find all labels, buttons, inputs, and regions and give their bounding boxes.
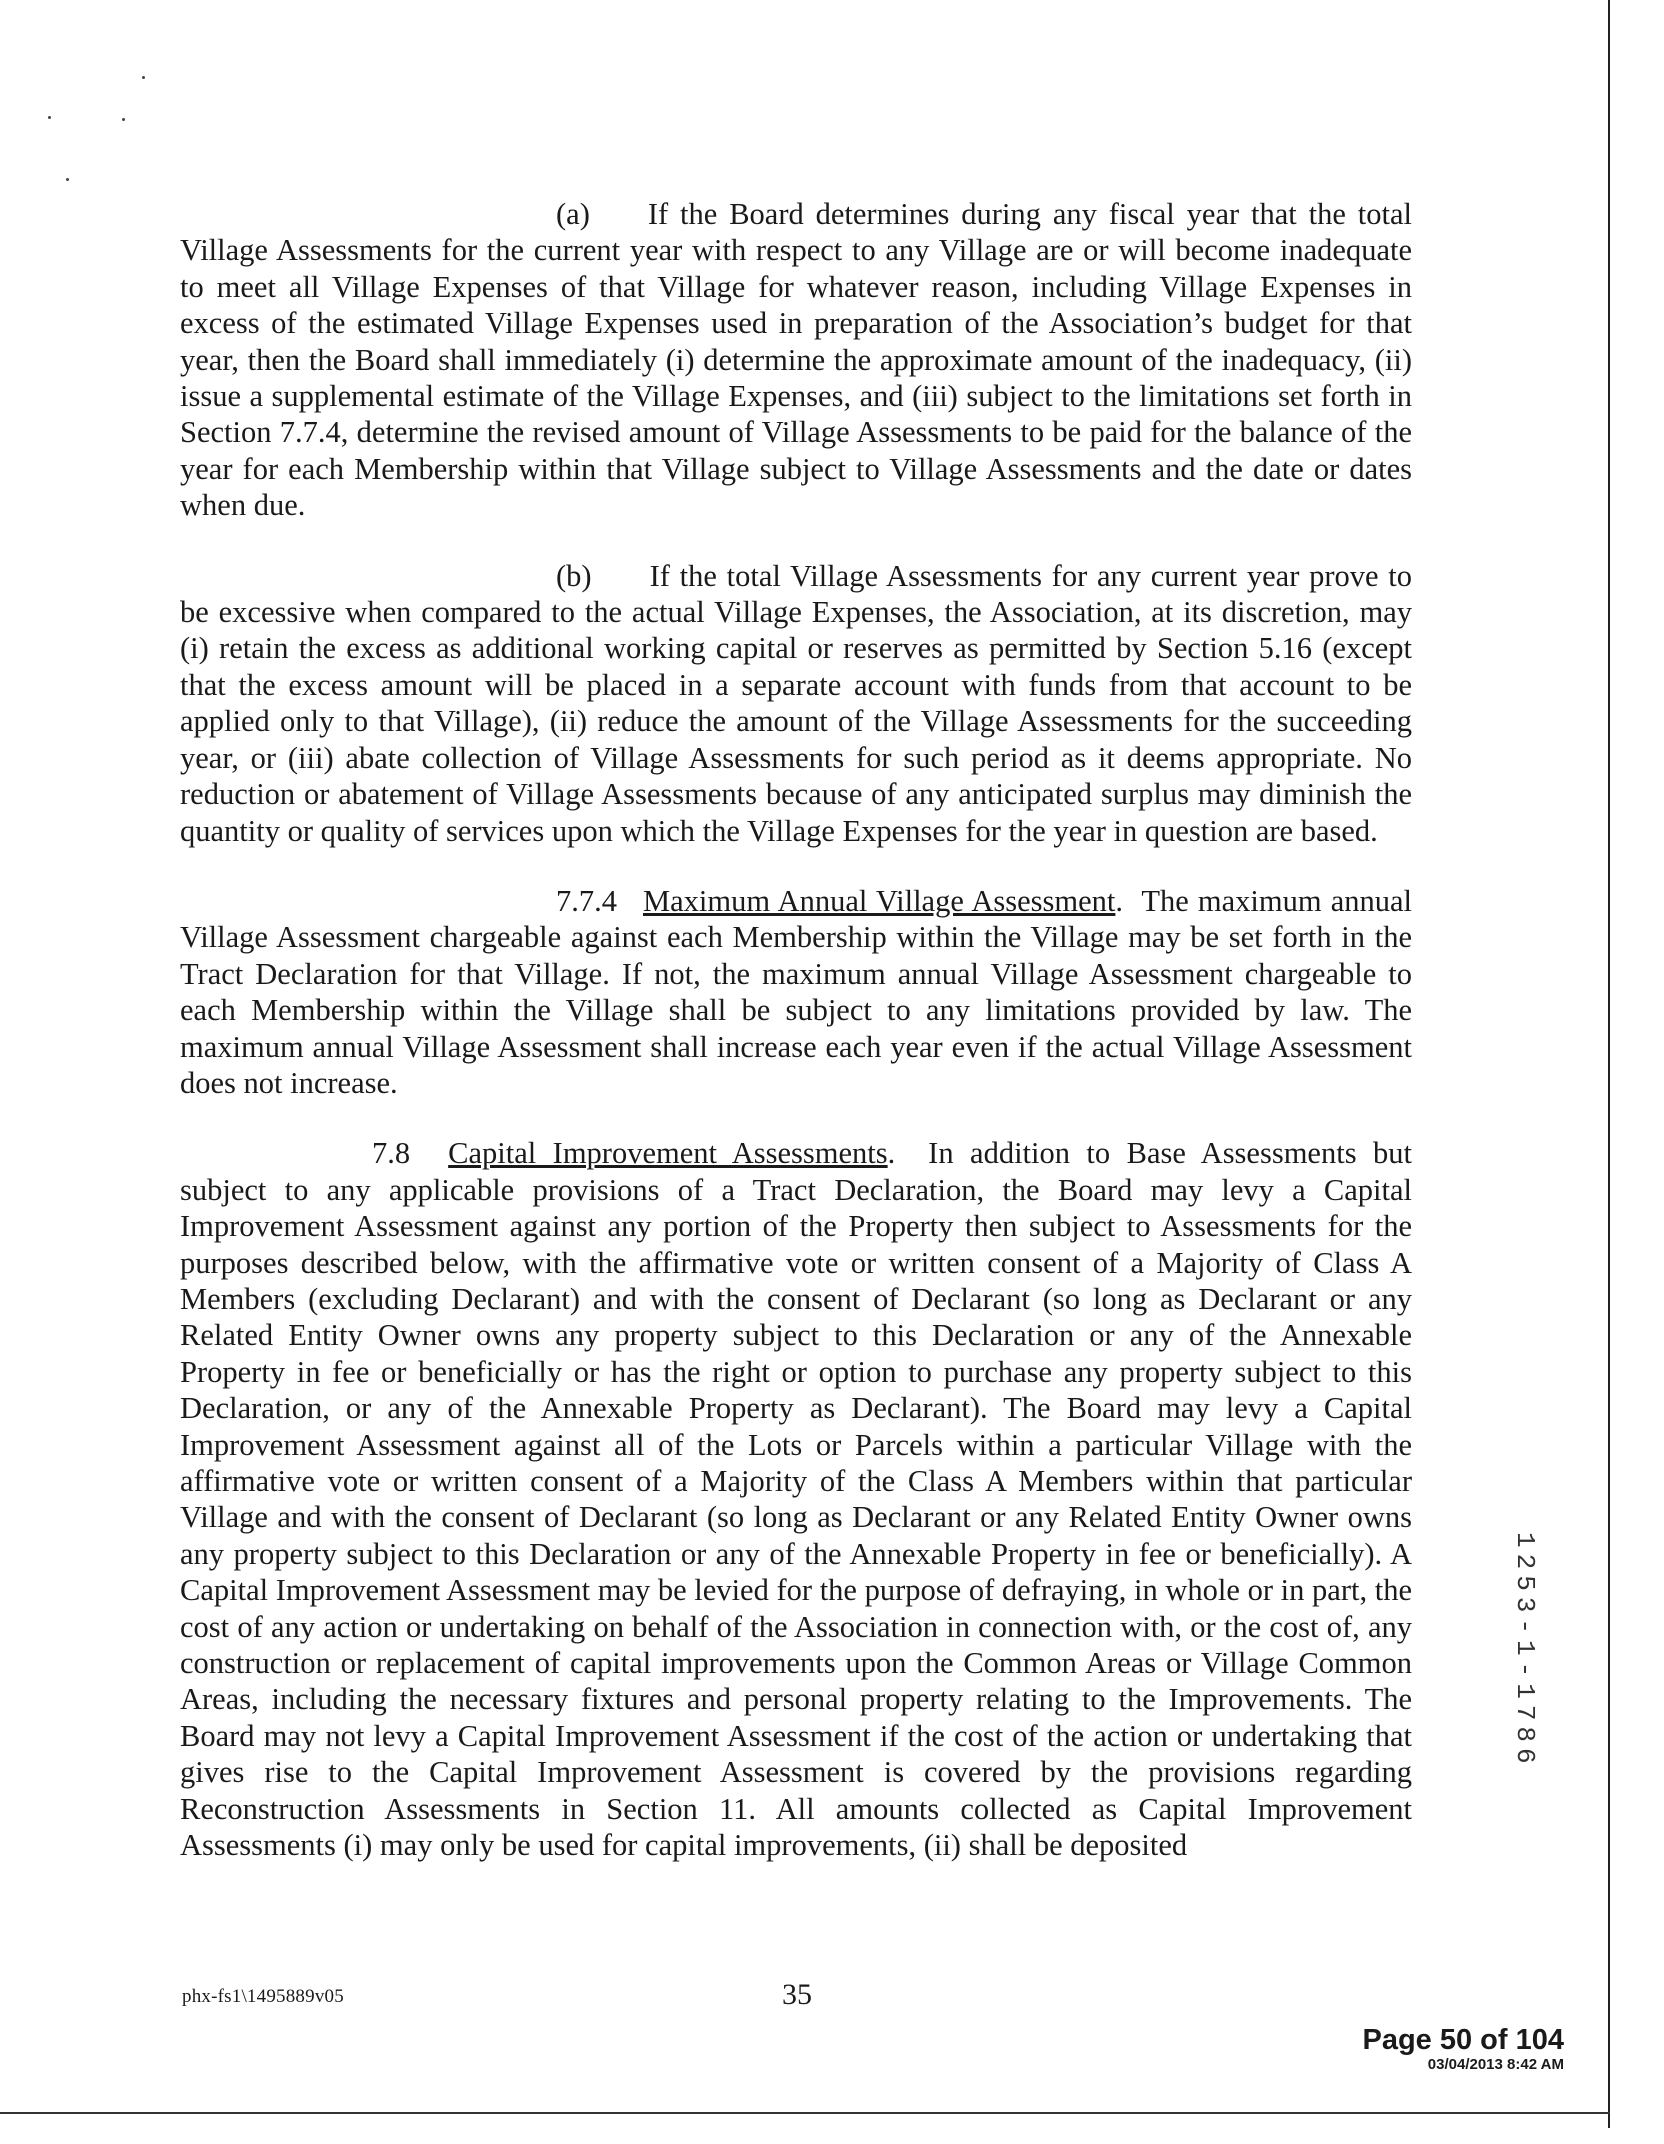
footer-page-number: 35	[782, 1978, 812, 2011]
section-7-7-4-text: The maximum annual Village Assessment chargeable against each Membership within the Village may be set forth in the Tract Declaration for that Village. If not, the maximum annual Village Assessment chargeable to each Membership within the Village shall be subject to any limitations provided by law. The maximum annual Village Assessment shall increase each year even if the actual Village Assessment does not increase.	[180, 883, 1413, 1100]
paragraph-b-text: If the total Village Assessments for any current year prove to be excessive when compared to the actual Village Expenses, the Association, at its discretion, may (i) retain the excess as additional working capital or reserves as permitted by Section 5.16 (except that the excess amount will be placed in a separate account with funds from that account to be applied only to that Village), (ii) reduce the amount of the Village Assessments for the succeeding year, or (iii) abate collection of Village Assessments for such period as it deems appropriate. No reduction or abatement of Village Assessments because of any anticipated surplus may diminish the quantity or quality of services upon which the Village Expenses for the year in question are based.	[180, 558, 1412, 848]
page-edge-bottom	[0, 2112, 1610, 2114]
section-7-8-text: In addition to Base Assessments but subject to any applicable provisions of a Tract Declaration, the Board may levy a Capital Improvement Assessment against any portion of the Property then subject to Assessments for the purposes described below, with the affirmative vote or written consent of a Majority of Class A Members (excluding Declarant) and with the consent of Declarant (so long as Declarant or any Related Entity Owner owns any property subject to this Declaration or any of the Annexable Property in fee or beneficially or has the right or option to purchase any property subject to this Declaration, or any of the Annexable Property as Declarant). The Board may levy a Capital Improvement Assessment against all of the Lots or Parcels within a particular Village with the affirmative vote or written consent of a Majority of the Class A Members within that particular Village and with the consent of Declarant (so long as Declarant or any Related Entity Owner owns any property subject to this Declaration or any of the Annexable Property in fee or beneficially). A Capital Improvement Assessment may be levied for the purpose of defraying, in whole or in part, the cost of any action or undertaking on behalf of the Association in connection with, or the cost of, any construction or replacement of capital improvements upon the Common Areas or Village Common Areas, including the necessary fixtures and personal property relating to the Improvements. The Board may not levy a Capital Improvement Assessment if the cost of the action or undertaking that gives rise to the Capital Improvement Assessment is covered by the provisions regarding Reconstruction Assessments in Section 11. All amounts collected as Capital Improvement Assessments (i) may only be used for capital improvements, (ii) shall be deposited	[180, 1136, 1412, 1863]
paragraph-a	[180, 196, 1412, 524]
recording-stamp	[1363, 2024, 1565, 2074]
section-7-7-4: 7.7.4 Maximum Annual Village Assessment. The maximum annual Village Assessment chargeable against each Membership within the Village may be set forth in the Tract Declaration for that Village. If not, the maximum annual Village Assessment chargeable to each Membership within the Village shall be subject to any limitations provided by law. The maximum annual Village Assessment shall increase each year even if the actual Village Assessment does not increase.	[180, 883, 1413, 1100]
page-edge-right	[1608, 0, 1610, 2128]
document-body	[180, 196, 1412, 1897]
paragraph-a-text: If the Board determines during any fiscal year that the total Village Assessments for the current year with respect to any Village are or will become inadequate to meet all Village Expenses of that Village for whatever reason, including Village Expenses in excess of the estimated Village Expenses used in preparation of the Association’s budget for that year, then the Board shall immediately (i) determine the approximate amount of the inadequacy, (ii) issue a supplemental estimate of the Village Expenses, and (iii) subject to the limitations set forth in Section 7.7.4, determine the revised amount of Village Assessments to be paid for the balance of the year for each Membership within that Village subject to Village Assessments and the date or dates when due.	[180, 197, 1412, 523]
paragraph-b	[180, 558, 1412, 849]
scan-speck	[142, 76, 145, 79]
section-7-7-4-heading: Maximum Annual Village Assessment	[643, 883, 1116, 918]
recording-stamp-page: Page 50 of 104	[1362, 2024, 1564, 2056]
section-7-8-heading: Capital Improvement Assessments	[448, 1136, 888, 1171]
scan-speck	[48, 116, 51, 119]
paragraph-a-marker: (a)	[556, 197, 590, 231]
margin-recording-number-text: 1253-1-1786	[1510, 1532, 1540, 1770]
paragraph-b-marker: (b)	[556, 558, 592, 593]
section-7-8-number: 7.8	[372, 1136, 411, 1171]
footer-document-id: phx-fs1\1495889v05	[182, 1986, 344, 2007]
section-7-7-4-number: 7.7.4	[556, 883, 617, 918]
scan-speck	[66, 178, 69, 181]
recording-stamp-datetime: 03/04/2013 8:42 AM	[1427, 2056, 1564, 2073]
scan-speck	[122, 118, 125, 121]
section-7-8: 7.8 Capital Improvement Assessments. In addition to Base Assessments but subject to any applicable provisions of a Tract Declaration, the Board may levy a Capital Improvement Assessment against any portion of the Property then subject to Assessments for the purposes described below, with the affirmative vote or written consent of a Majority of Class A Members (excluding Declarant) and with the consent of Declarant (so long as Declarant or any Related Entity Owner owns any property subject to this Declaration or any of the Annexable Property in fee or beneficially or has the right or option to purchase any property subject to this Declaration, or any of the Annexable Property as Declarant). The Board may levy a Capital Improvement Assessment against all of the Lots or Parcels within a particular Village with the affirmative vote or written consent of a Majority of the Class A Members within that particular Village and with the consent of Declarant (so long as Declarant or any Related Entity Owner owns any property subject to this Declaration or any of the Annexable Property in fee or beneficially). A Capital Improvement Assessment may be levied for the purpose of defraying, in whole or in part, the cost of any action or undertaking on behalf of the Association in connection with, or the cost of, any construction or replacement of capital improvements upon the Common Areas or Village Common Areas, including the necessary fixtures and personal property relating to the Improvements. The Board may not levy a Capital Improvement Assessment if the cost of the action or undertaking that gives rise to the Capital Improvement Assessment is covered by the provisions regarding Reconstruction Assessments in Section 11. All amounts collected as Capital Improvement Assessments (i) may only be used for capital improvements, (ii) shall be deposited	[180, 1136, 1412, 1863]
